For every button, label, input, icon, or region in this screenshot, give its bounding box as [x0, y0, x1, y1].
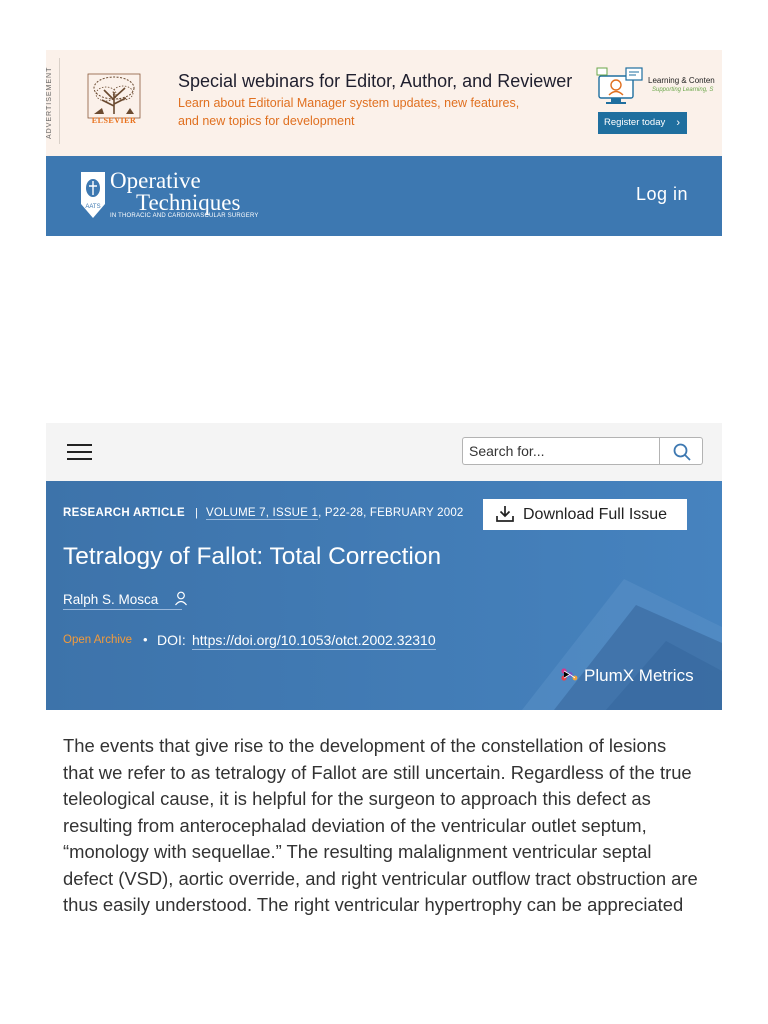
bullet-separator: •: [143, 632, 148, 647]
body-line: that we refer to as tetralogy of Fallot are still uncertain. Regardless of the true: [63, 761, 692, 783]
register-label: Register today: [604, 117, 666, 128]
person-icon[interactable]: [174, 591, 188, 606]
article-header-banner: [46, 481, 722, 710]
ad-subline: Learn about Editorial Manager system updates, new features,: [178, 96, 520, 110]
journal-title[interactable]: Operative: [110, 168, 201, 193]
hamburger-menu-icon[interactable]: [67, 444, 92, 461]
journal-title[interactable]: Techniques: [136, 190, 241, 215]
plumx-metrics-link[interactable]: PlumX Metrics: [584, 666, 694, 685]
search-button[interactable]: [659, 437, 703, 465]
learning-content-illustration-icon: [596, 66, 646, 108]
body-line: The events that give rise to the development of the constellation of lesions: [63, 735, 667, 756]
article-title: Tetralogy of Fallot: Total Correction: [63, 543, 442, 570]
body-line: thus easily understood. The right ventricular hypertrophy can be appreciated: [63, 894, 684, 915]
register-today-button[interactable]: [598, 112, 687, 134]
search-input[interactable]: [462, 437, 659, 465]
body-line: “monology with sequellae.” The resulting malalignment ventricular septal: [63, 841, 652, 862]
chevron-right-icon: ›: [676, 117, 680, 129]
volume-info: [206, 507, 464, 519]
author-link[interactable]: Ralph S. Mosca: [63, 592, 182, 610]
divider: |: [195, 507, 198, 519]
ad-headline: Special webinars for Editor, Author, and Reviewer: [178, 71, 573, 91]
elsevier-tree-icon: [84, 70, 144, 142]
article-type-label: RESEARCH ARTICLE: [63, 507, 185, 519]
doi-link[interactable]: https://doi.org/10.1053/otct.2002.32310: [192, 632, 436, 648]
body-line: teleological cause, it is helpful for the surgeon to approach this defect as: [63, 788, 651, 809]
body-line: defect (VSD), aortic override, and right ventricular outflow tract obstruction are: [63, 867, 698, 889]
article-body-text: [63, 733, 713, 919]
aats-label: AATS: [85, 204, 101, 210]
ad-subline: and new topics for development: [178, 114, 355, 128]
elsevier-wordmark: ELSEVIER: [91, 116, 137, 125]
volume-issue-link[interactable]: VOLUME 7, ISSUE 1: [206, 507, 319, 519]
open-archive-label: Open Archive: [63, 634, 133, 646]
login-button[interactable]: Log in: [635, 184, 688, 204]
search-toolbar: [46, 423, 722, 481]
aats-shield-icon[interactable]: [80, 170, 106, 220]
advertisement-banner[interactable]: [46, 50, 722, 156]
ad-side-title: Learning & Conten: [648, 76, 715, 85]
pages-date: , P22-28, FEBRUARY 2002: [318, 507, 464, 519]
journal-subtitle: IN THORACIC AND CARDIOVASCULAR SURGERY: [110, 213, 259, 219]
download-label: Download Full Issue: [523, 506, 668, 523]
doi-label: DOI:: [157, 632, 186, 648]
advertisement-tag: ADVERTISEMENT: [46, 66, 53, 140]
ad-side-tagline: Supporting Learning, S: [652, 87, 714, 93]
journal-header: [46, 156, 722, 236]
plumx-icon[interactable]: [560, 667, 578, 682]
download-full-issue-button[interactable]: [483, 499, 687, 530]
ad-divider: [59, 58, 60, 144]
search-icon: [673, 443, 691, 461]
body-line: resulting from anterocephalad deviation of the ventricular outlet septum,: [63, 814, 647, 836]
download-icon: [496, 505, 514, 522]
